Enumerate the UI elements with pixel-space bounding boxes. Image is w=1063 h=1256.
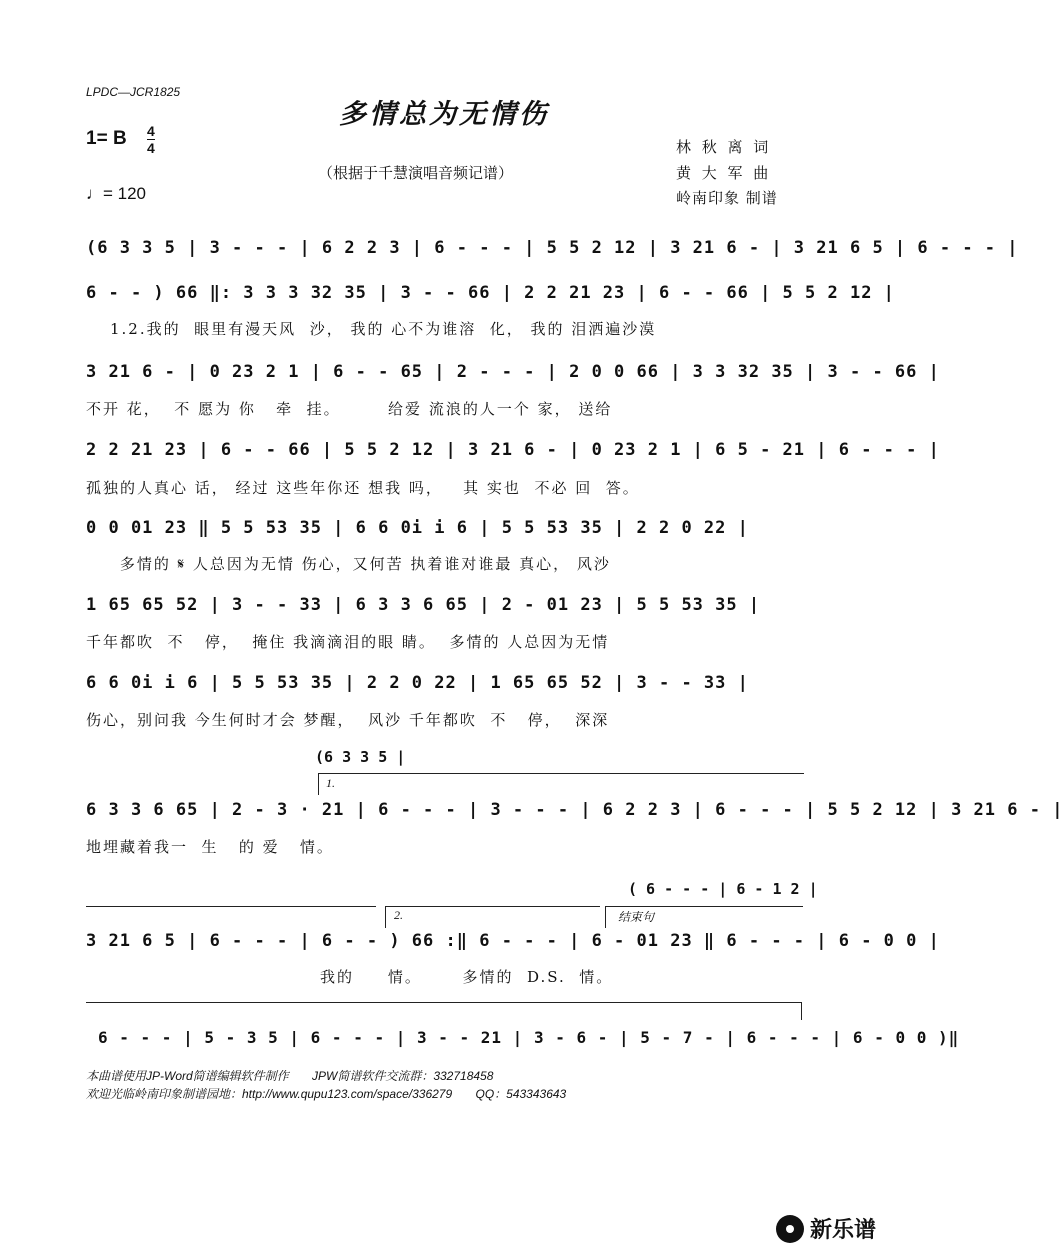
cue-phrase-2: ( 6 - - - | 6 - 1 2 | bbox=[628, 880, 818, 898]
coda-line-hook bbox=[801, 1002, 802, 1020]
footer-software-note: 本曲谱使用JP-Word简谱编辑软件制作 JPW简谱软件交流群：332718458 bbox=[86, 1069, 494, 1083]
score-code: LPDC—JCR1825 bbox=[86, 85, 181, 99]
volta-2-bracket bbox=[385, 906, 600, 907]
volta-1-hook bbox=[318, 773, 319, 795]
score-line-2: 6 - - ) 66 ‖: 3 3 3 32 35 | 3 - - 66 | 2 2 21 23 | 6 - - 66 | 5 5 2 12 | bbox=[86, 283, 895, 303]
score-line-1: (6 3 3 5 | 3 - - - | 6 2 2 3 | 6 - - - | 5 5 2 12 | 3 21 6 - | 3 21 6 5 | 6 - - - | bbox=[86, 238, 1019, 258]
lyric-line-3: 不开 花， 不 愿为 你 牵 挂。 给爱 流浪的人一个 家， 送给 bbox=[86, 400, 613, 418]
composer-credit: 黄 大 军 曲 bbox=[676, 164, 772, 182]
footer-website-note: 欢迎光临岭南印象制谱园地：http://www.qupu123.com/space/336279 QQ：543343643 bbox=[86, 1087, 567, 1101]
score-line-4: 2 2 21 23 | 6 - - 66 | 5 5 2 12 | 3 21 6 - | 0 23 2 1 | 6 5 - 21 | 6 - - - | bbox=[86, 440, 940, 460]
lyric-line-4: 孤独的人真心 话， 经过 这些年你还 想我 吗， 其 实也 不必 回 答。 bbox=[86, 479, 640, 497]
coda-bracket bbox=[605, 906, 803, 907]
song-title: 多情总为无情伤 bbox=[339, 99, 549, 130]
score-line-3: 3 21 6 - | 0 23 2 1 | 6 - - 65 | 2 - - - | 2 0 0 66 | 3 3 32 35 | 3 - - 66 | bbox=[86, 362, 940, 382]
lyric-line-2: 1.2.我的 眼里有漫天风 沙， 我的 心不为谁溶 化， 我的 泪洒遍沙漠 bbox=[110, 320, 657, 338]
volta-1-label: 1. bbox=[326, 776, 335, 790]
coda-hook bbox=[605, 906, 606, 928]
time-signature-bottom: 4 bbox=[147, 140, 155, 156]
score-line-5: 0 0 01 23 ‖ 5 5 53 35 | 6 6 0i i 6 | 5 5 53 35 | 2 2 0 22 | bbox=[86, 518, 749, 538]
xinyuepu-logo bbox=[776, 1213, 876, 1244]
cue-phrase-1: (6 3 3 5 | bbox=[315, 748, 406, 766]
time-signature-top: 4 bbox=[147, 123, 155, 139]
key-signature: 1= B bbox=[86, 128, 127, 149]
lyric-line-9: 我的 情。 多情的 D.S. 情。 bbox=[320, 968, 614, 986]
record-disc-icon bbox=[776, 1215, 804, 1243]
lyric-line-7: 伤心，别问我 今生何时才会 梦醒， 风沙 千年都吹 不 停， 深深 bbox=[86, 711, 610, 729]
score-line-8: 6 3 3 6 65 | 2 - 3 · 21 | 6 - - - | 3 - - - | 6 2 2 3 | 6 - - - | 5 5 2 12 | 3 21 6 - | bbox=[86, 800, 1063, 820]
lyricist-credit: 林 秋 离 词 bbox=[676, 138, 772, 156]
score-line-6: 1 65 65 52 | 3 - - 33 | 6 3 3 6 65 | 2 - 01 23 | 5 5 53 35 | bbox=[86, 595, 761, 615]
score-line-9: 3 21 6 5 | 6 - - - | 6 - - ) 66 :‖ 6 - - - | 6 - 01 23 ‖ 6 - - - | 6 - 0 0 | bbox=[86, 931, 940, 951]
lyric-line-8: 地埋藏着我一 生 的 爱 情。 bbox=[86, 838, 334, 856]
lyric-line-6: 千年都吹 不 停， 掩住 我滴滴泪的眼 睛。 多情的 人总因为无情 bbox=[86, 633, 610, 651]
coda-label: 结束句 bbox=[618, 910, 655, 924]
volta-1-bracket bbox=[318, 773, 804, 774]
volta-1-continuation bbox=[86, 906, 376, 907]
logo-text: 新乐谱 bbox=[809, 1218, 876, 1243]
lyric-line-5: 多情的 𝄋 人总因为无情 伤心，又何苦 执着谁对谁最 真心， 风沙 bbox=[86, 555, 611, 573]
volta-2-hook bbox=[385, 906, 386, 928]
tempo-marking: ♩= 120 bbox=[86, 184, 147, 203]
arranger-credit: 岭南印象 制谱 bbox=[676, 189, 778, 207]
subtitle: （根据于千慧演唱音频记谱） bbox=[318, 164, 514, 182]
coda-line-bracket bbox=[86, 1002, 802, 1003]
score-line-7: 6 6 0i i 6 | 5 5 53 35 | 2 2 0 22 | 1 65 65 52 | 3 - - 33 | bbox=[86, 673, 749, 693]
time-signature bbox=[147, 124, 155, 155]
score-line-10: 6 - - - | 5 - 3 5 | 6 - - - | 3 - - 21 | 3 - 6 - | 5 - 7 - | 6 - - - | 6 - 0 0 )‖ bbox=[98, 1028, 960, 1047]
volta-2-label: 2. bbox=[394, 908, 403, 922]
